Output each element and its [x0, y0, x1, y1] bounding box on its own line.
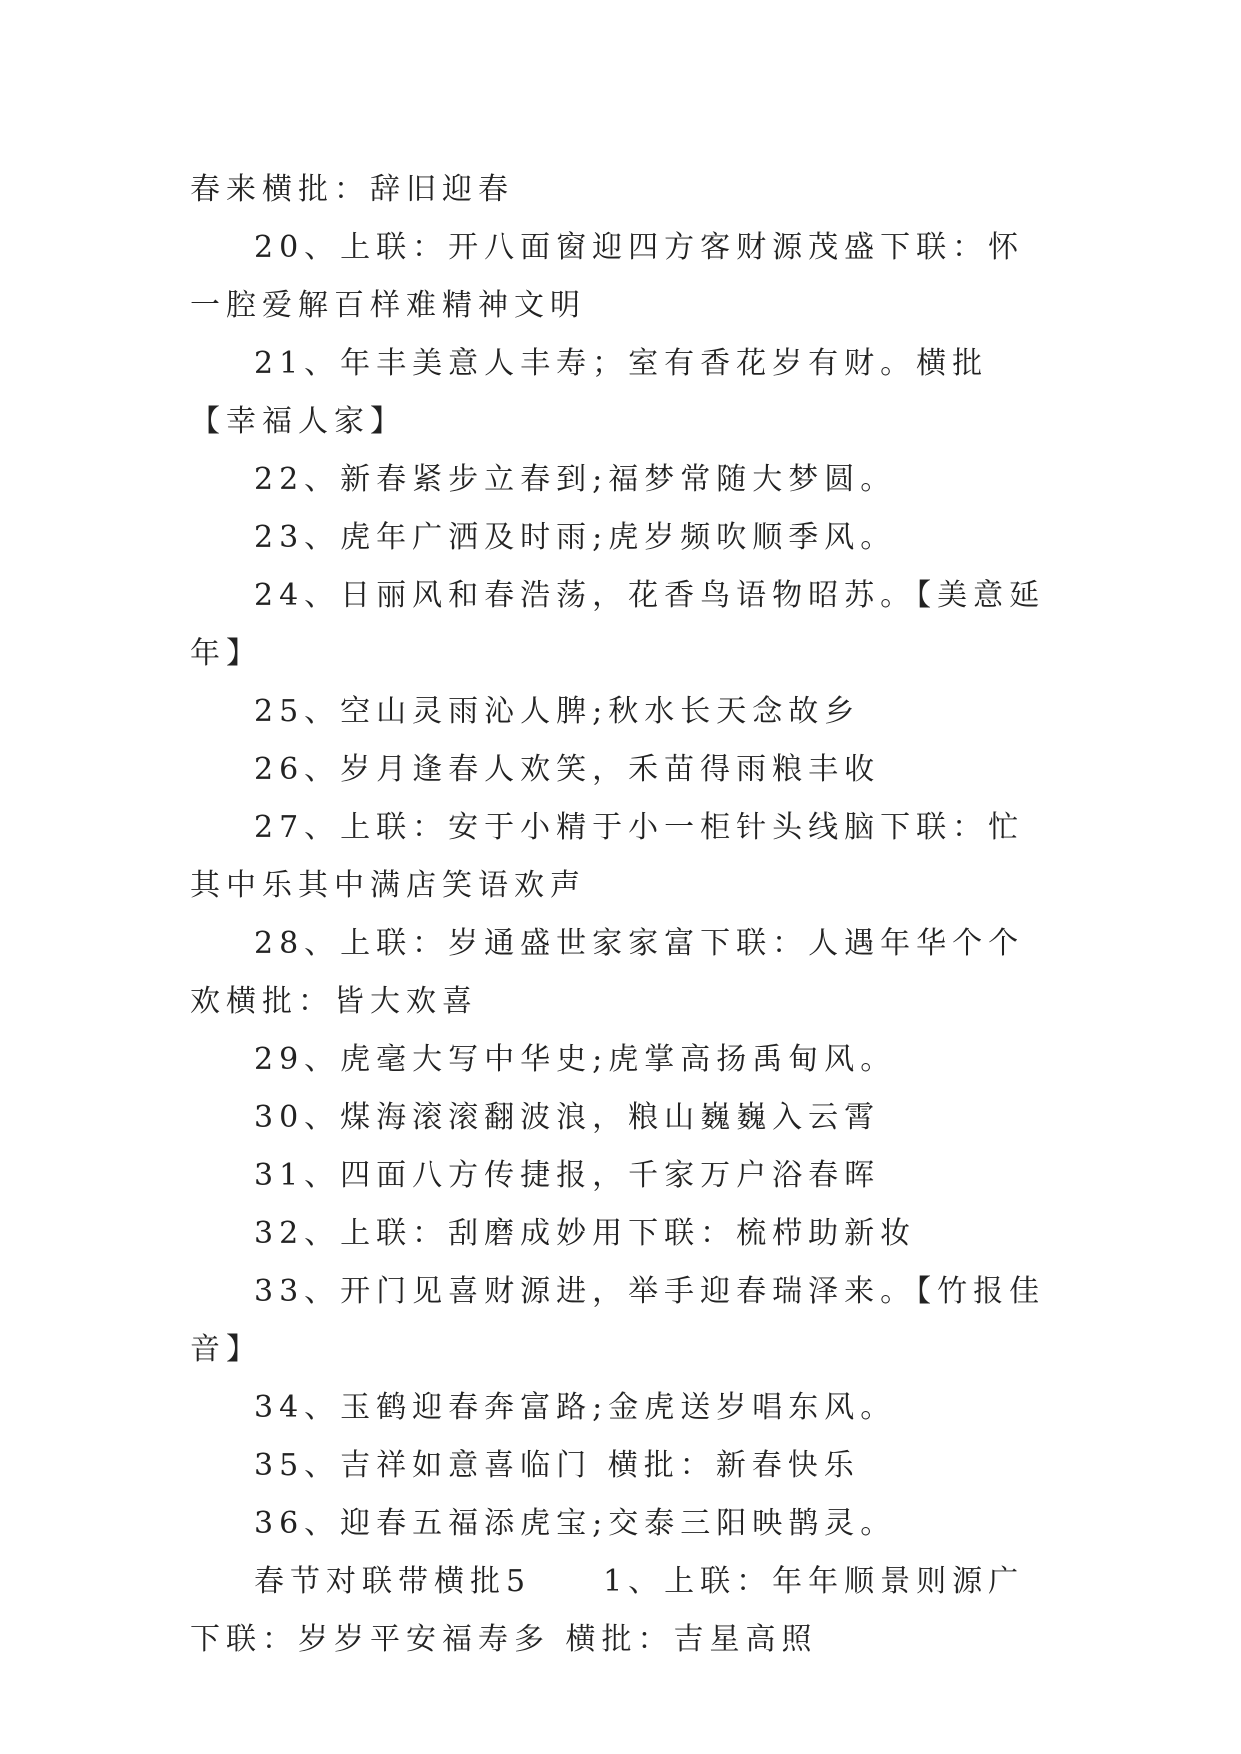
- paragraph-28: 28、上联：岁通盛世家家富下联：人遇年华个个欢横批：皆大欢喜: [190, 926, 1025, 1019]
- document-body: [190, 161, 1060, 1669]
- paragraph-32: 32、上联：刮磨成妙用下联：梳栉助新妆: [254, 1216, 917, 1251]
- paragraph-31: 31、四面八方传捷报，千家万户浴春晖: [254, 1158, 881, 1193]
- paragraph-24: 24、日丽风和春浩荡，花香鸟语物昭苏。【美意延年】: [190, 578, 1046, 671]
- paragraph-29: 29、虎毫大写中华史;虎掌高扬禹甸风。: [254, 1042, 897, 1077]
- paragraph-23: 23、虎年广洒及时雨;虎岁频吹顺季风。: [254, 520, 897, 555]
- paragraph-34: 34、玉鹤迎春奔富路;金虎送岁唱东风。: [254, 1390, 897, 1425]
- paragraph-22: 22、新春紧步立春到;福梦常随大梦圆。: [254, 462, 897, 497]
- paragraph-spring-comes: 春来横批：辞旧迎春: [190, 172, 514, 207]
- paragraph-35: 35、吉祥如意喜临门 横批：新春快乐: [254, 1448, 860, 1483]
- paragraph-21: 21、年丰美意人丰寿；室有香花岁有财。横批【幸福人家】: [190, 346, 989, 439]
- paragraph-33: 33、开门见喜财源进，举手迎春瑞泽来。【竹报佳音】: [190, 1274, 1046, 1367]
- paragraph-26: 26、岁月逢春人欢笑，禾苗得雨粮丰收: [254, 752, 881, 787]
- paragraph-36: 36、迎春五福添虎宝;交泰三阳映鹊灵。: [254, 1506, 897, 1541]
- paragraph-25: 25、空山灵雨沁人脾;秋水长天念故乡: [254, 694, 861, 729]
- paragraph-30: 30、煤海滚滚翻波浪，粮山巍巍入云霄: [254, 1100, 881, 1135]
- paragraph-27: 27、上联：安于小精于小一柜针头线脑下联：忙其中乐其中满店笑语欢声: [190, 810, 1025, 903]
- paragraph-section-5: 春节对联带横批5 1、上联：年年顺景则源广 下联：岁岁平安福寿多 横批：吉星高照: [190, 1564, 1025, 1657]
- paragraph-20: 20、上联：开八面窗迎四方客财源茂盛下联：怀一腔爱解百样难精神文明: [190, 230, 1025, 323]
